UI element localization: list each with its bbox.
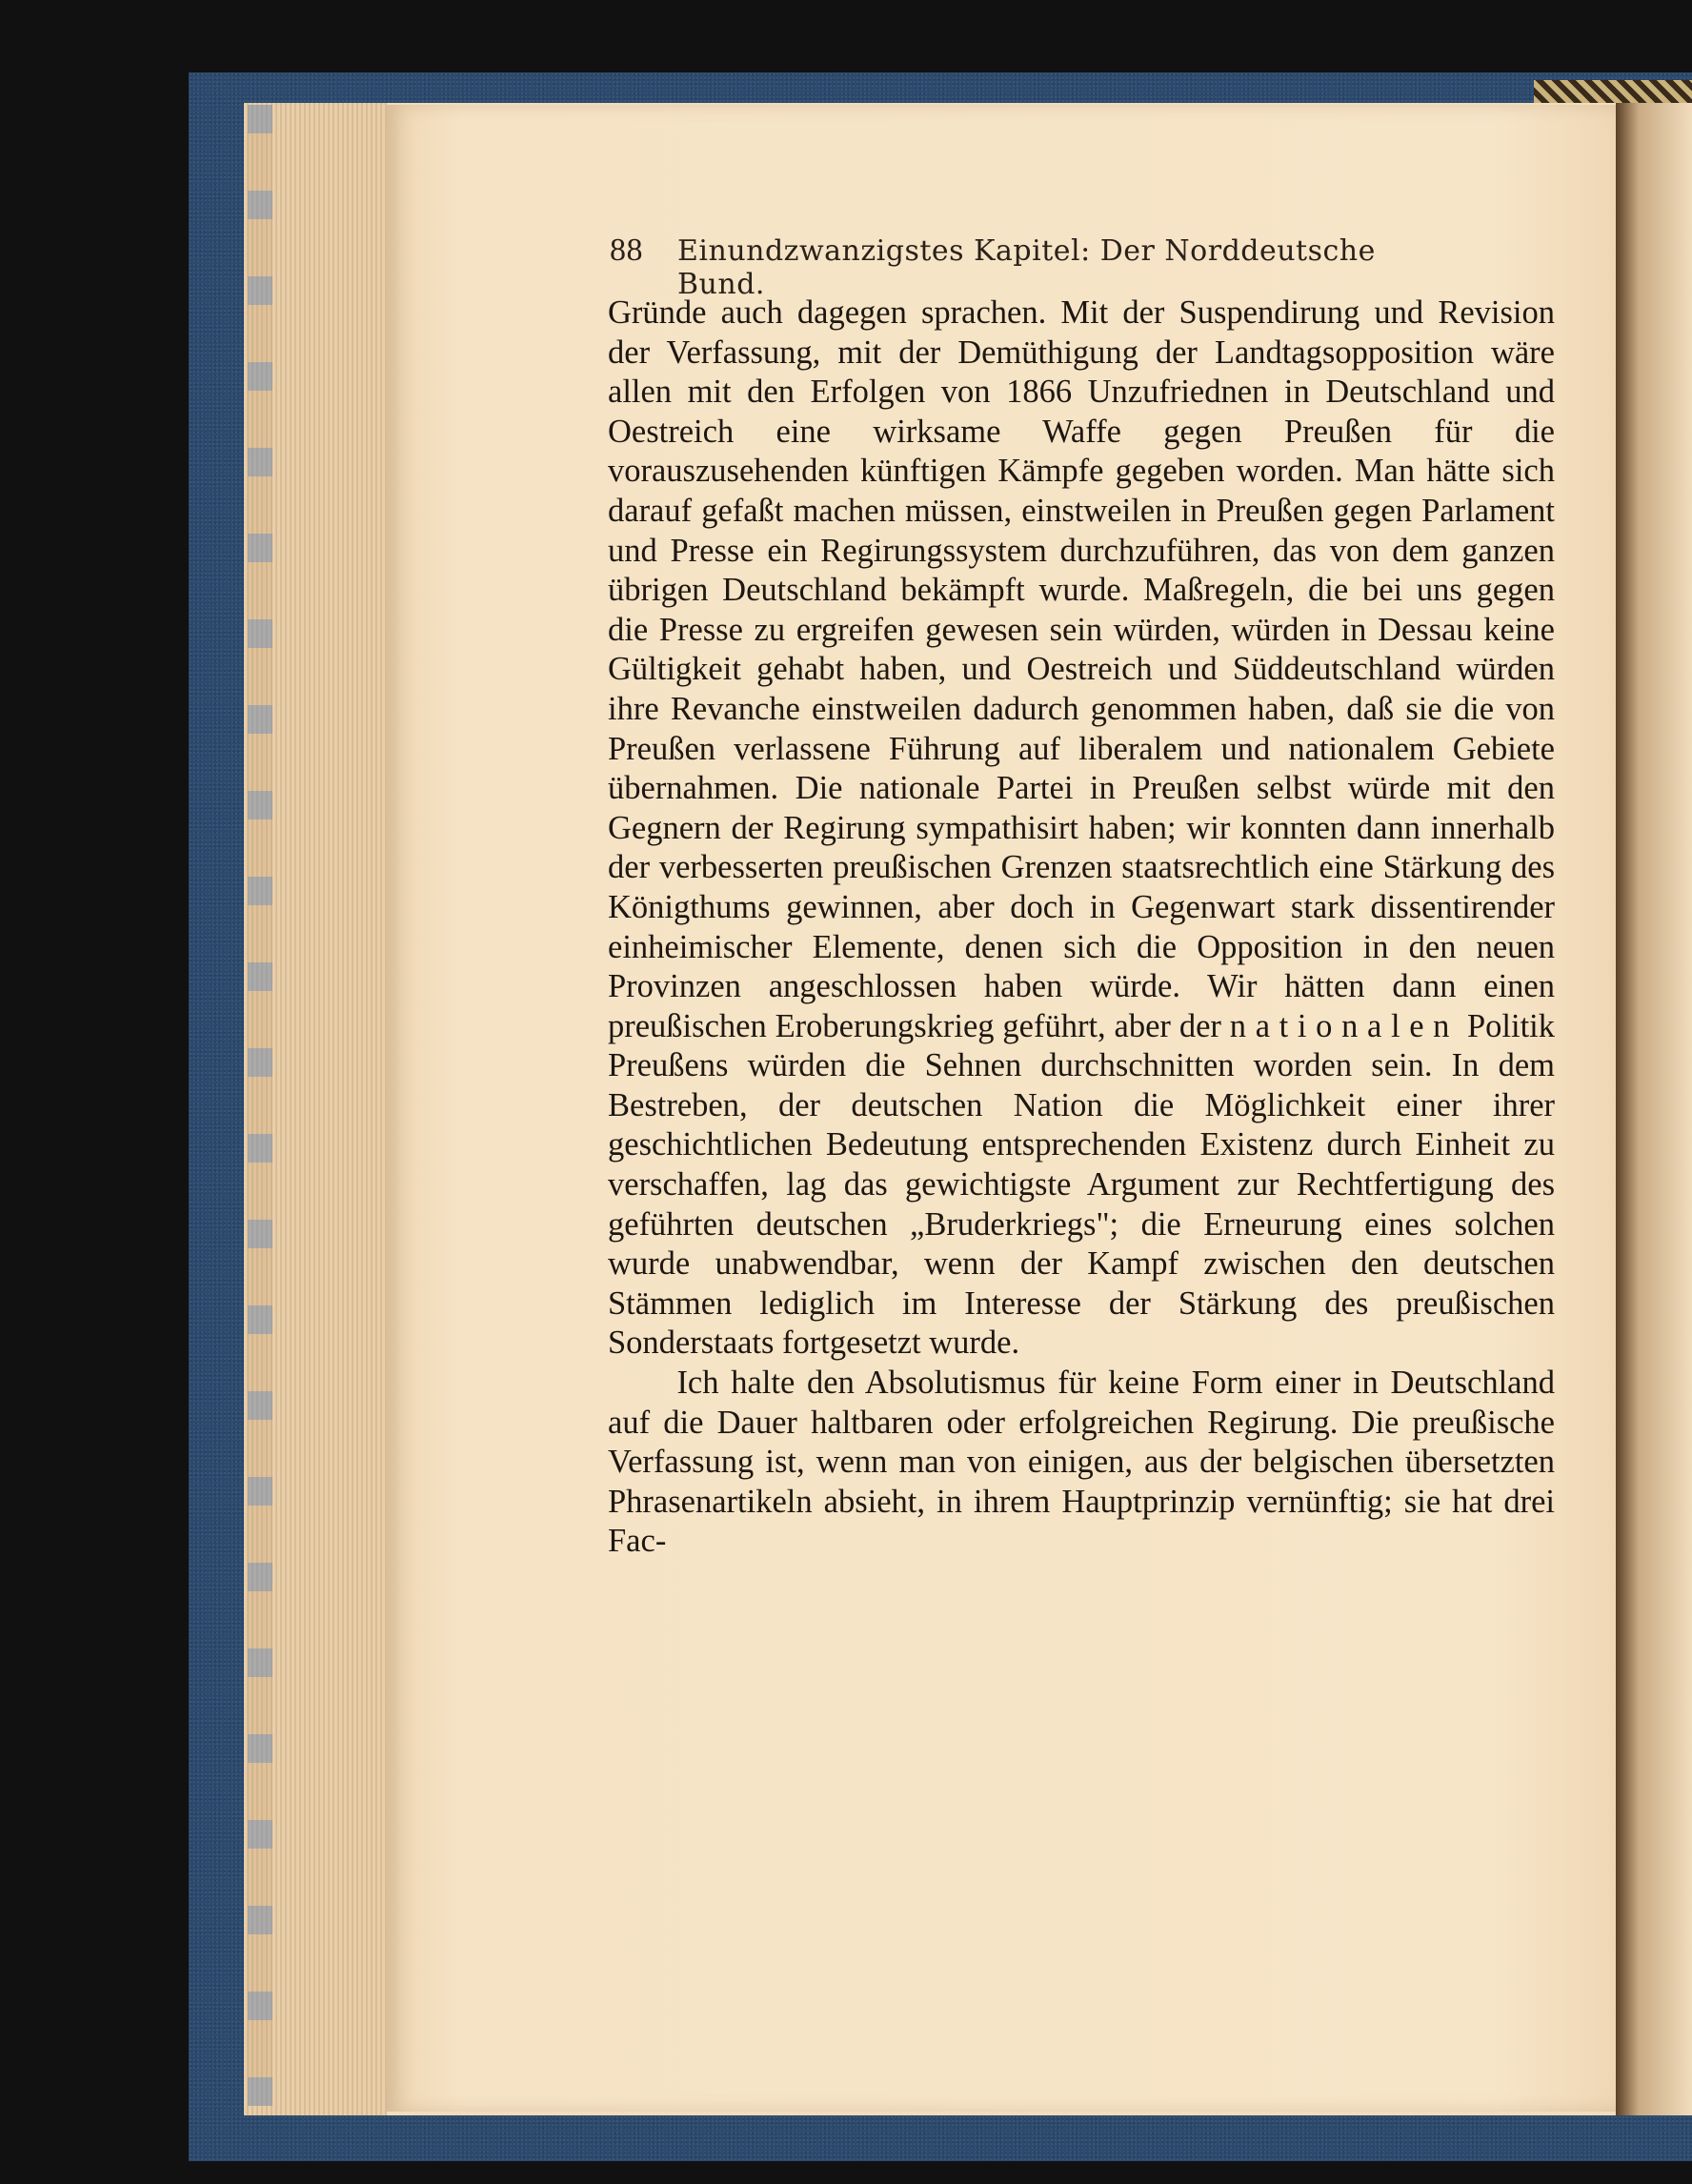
paragraph-1-text-a: Gründe auch dagegen sprachen. Mit der Suspendirung und Revision der Verfassung, mit der Demüthigung der Landtagsopposition wäre allen mit den Erfolgen von 1866 Unzufriednen in Deutschland und Oestreich eine wirksame Waffe gegen Preußen für die vorauszusehenden künftigen Kämpfe gegeben worden. Man hätte sich darauf gefaßt machen müssen, einstweilen in Preußen gegen Parlament und Presse ein Regirungssystem durchzuführen, das von dem ganzen übrigen Deutschland bekämpft wurde. Maßregeln, die bei uns gegen die Presse zu ergreifen gewesen sein würden, würden in Dessau keine Gültigkeit gehabt haben, und Oestreich und Süddeutschland würden ihre Revanche einstweilen dadurch genommen haben, daß sie die von Preußen verlassene Führung auf liberalem und nationalem Gebiete übernahmen. Die nationale Partei in Preußen selbst würde mit den Gegnern der Regirung sympathisirt haben; wir konnten dann innerhalb der verbesserten preußischen Grenzen staatsrechtlich eine Stärkung des Königthums gewinnen, aber doch in Gegenwart stark dissentirender einheimischer Elemente, denen sich die Opposition in den neuen Provinzen angeschlossen haben würde. Wir hätten dann einen preußischen Eroberungskrieg geführt, aber der (608, 294, 1555, 1044)
gutter-next-page (1616, 103, 1692, 2115)
paragraph-1-text-b: Politik Preußens würden die Sehnen durchschnitten worden sein. In dem Bestreben, der deutschen Nation die Möglichkeit einer ihrer geschichtlichen Bedeutung entsprechenden Existenz durch Einheit zu verschaffen, lag das gewichtigste Argument zur Rechtfertigung des geführten deutschen „Bruderkriegs"; die Erneurung eines solchen wurde unabwendbar, wenn der Kampf zwischen den deutschen Stämmen lediglich im Interesse der Stärkung des preußischen Sonderstaats fortgesetzt wurde. (608, 1007, 1556, 1362)
page-number: 88 (610, 233, 643, 268)
headband (1534, 80, 1692, 103)
paragraph-1 (608, 293, 1555, 1364)
running-title: Einundzwanzigstes Kapitel: Der Norddeutsche Bund. (677, 234, 1376, 301)
body-text (608, 293, 1555, 1562)
emphasized-word: nationalen (1229, 1007, 1460, 1044)
page-edge-stains (248, 105, 272, 2106)
paragraph-2: Ich halte den Absolutismus für keine Form einer in Deutschland auf die Dauer haltbaren oder erfolgreichen Regirung. Die preußische Verfassung ist, wenn man von einigen, aus der belgischen übersetzten Phrasenartikeln absieht, in ihrem Hauptprinzip vernünftig; sie hat drei Fac- (608, 1365, 1555, 1560)
running-head (610, 233, 1439, 301)
